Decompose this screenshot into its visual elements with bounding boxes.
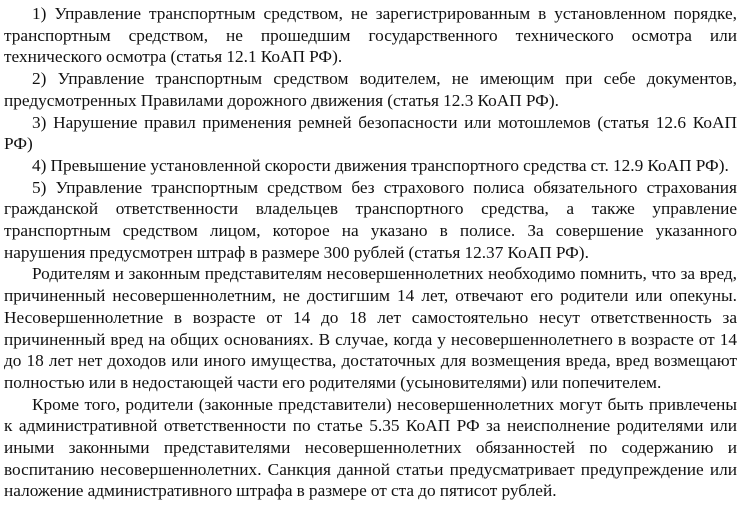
paragraph-item-3: 3) Нарушение правил применения ремней безопасности или мотошлемов (статья 12.6 КоАП РФ) xyxy=(4,112,737,154)
paragraph-item-1: 1) Управление транспортным средством, не зарегистрированным в установленном порядке, транспортным средством, не прошедшим государственного технического осмотра или технического осмотра (статья 12.1 КоАП РФ). xyxy=(4,4,737,67)
paragraph-administrative-liability: Кроме того, родители (законные представители) несовершеннолетних могут быть привлечены к административной ответственности по статье 5.35 КоАП РФ за неисполнение родителями или иными законными представителями несовершеннолетних обязанностей по содержанию и воспитанию несовершеннолетних. Санкция данной статьи предусматривает предупреждение или наложение административного штрафа в размере от ста до пятисот рублей. xyxy=(4,394,737,501)
paragraph-item-4: 4) Превышение установленной скорости движения транспортного средства ст. 12.9 КоАП РФ). xyxy=(32,155,729,175)
paragraph-item-5: 5) Управление транспортным средством без страхового полиса обязательного страхования гражданской ответственности владельцев транспортного средства, а также управление транспортным средством лицом, которое на указано в полисе. За совершение указанного нарушения предусмотрен штраф в размере 300 рублей (статья 12.37 КоАП РФ). xyxy=(4,177,737,262)
paragraph-item-2: 2) Управление транспортным средством водителем, не имеющим при себе документов, предусмотренных Правилами дорожного движения (статья 12.3 КоАП РФ). xyxy=(4,69,737,110)
paragraph-parents-liability: Родителям и законным представителям несовершеннолетних необходимо помнить, что за вред, причиненный несовершеннолетним, не достигшим 14 лет, отвечают его родители или опекуны. Несовершеннолетние в возрасте от 14 до 18 лет самостоятельно несут ответственность за причиненный вред на общих основаниях. В случае, когда у несовершеннолетнего в возрасте от 14 до 18 лет нет доходов или иного имущества, достаточных для возмещения вреда, вред возмещают полностью или в недостающей части его родителями (усыновителями) или попечителем. xyxy=(4,264,737,392)
